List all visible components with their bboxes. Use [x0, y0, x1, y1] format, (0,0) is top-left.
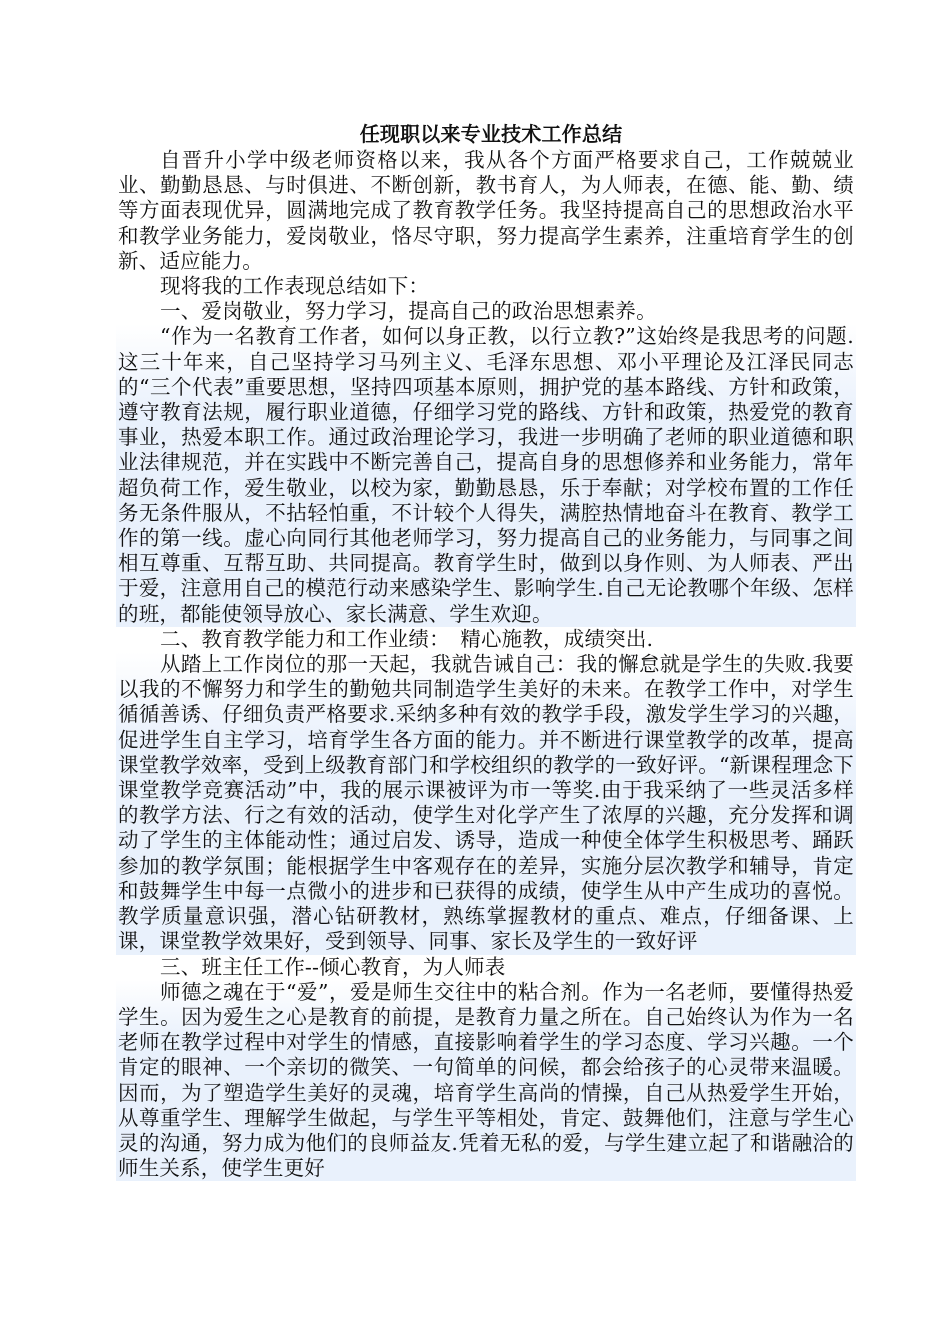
intro-paragraph: 自晋升小学中级老师资格以来，我从各个方面严格要求自己，工作兢兢业业、勤勤恳恳、与时俱进、不断创新，教书育人，为人师表，在德、能、勤、绩等方面表现优异，圆满地完成了教育教学任务。我坚持提高自己的思想政治水平和教学业务能力，爱岗敬业，恪尽守职，努力提高学生素养，注重培育学生的创新、适应能力。 [118, 148, 854, 273]
section-heading-1: 一、爱岗敬业，努力学习，提高自己的政治思想素养。 [160, 299, 657, 324]
document-body [116, 120, 856, 1181]
section-3-paragraph: 师德之魂在于“爱”，爱是师生交往中的粘合剂。作为一名老师，要懂得热爱学生。因为爱生之心是教育的前提，是教育力量之所在。自己始终认为作为一名老师在教学过程中对学生的情感，直接影响着学生的学习态度、学习兴趣。一个肯定的眼神、一个亲切的微笑、一句简单的问候，都会给孩子的心灵带来温暖。因而，为了塑造学生美好的灵魂，培育学生高尚的情操，自己从热爱学生开始，从尊重学生、理解学生做起，与学生平等相处，肯定、鼓舞他们，注意与学生心灵的沟通，努力成为他们的良师益友.凭着无私的爱，与学生建立起了和谐融洽的师生关系，使学生更好 [118, 979, 854, 1181]
section-1-paragraph: “作为一名教育工作者，如何以身正教，以行立教?”这始终是我思考的问题.这三十年来，自己坚持学习马列主义、毛泽东思想、邓小平理论及江泽民同志的“三个代表”重要思想，坚持四项基本原则，拥护党的基本路线、方针和政策，遵守教育法规，履行职业道德，仔细学习党的路线、方针和政策，热爱党的教育事业，热爱本职工作。通过政治理论学习，我进一步明确了老师的职业道德和职业法律规范，并在实践中不断完善自己，提高自身的思想修养和业务能力，常年超负荷工作，爱生敬业，以校为家，勤勤恳恳，乐于奉献；对学校布置的工作任务无条件服从，不拈轻怕重，不计较个人得失，满腔热情地奋斗在教育、教学工作的第一线。虚心向同行其他老师学习，努力提高自己的业务能力，与同事之间相互尊重、互帮互助、共同提高。教育学生时，做到以身作则、为人师表、严出于爱，注意用自己的模范行动来感染学生、影响学生.自己无论教哪个年级、怎样的班，都能使领导放心、家长满意、学生欢迎。 [118, 324, 854, 626]
document-title: 任现职以来专业技术工作总结 [359, 122, 623, 146]
section-heading-3: 三、班主任工作--倾心教育，为人师表 [160, 954, 506, 979]
section-heading-2: 二、教育教学能力和工作业绩： 精心施教，成绩突出. [160, 626, 654, 651]
section-2-paragraph: 从踏上工作岗位的那一天起，我就告诫自己：我的懈怠就是学生的失败.我要以我的不懈努力和学生的勤勉共同制造学生美好的未来。在教学工作中，对学生循循善诱、仔细负责严格要求.采纳多种有效的教学手段，激发学生学习的兴趣，促进学生自主学习，培育学生各方面的能力。并不断进行课堂教学的改革，提高课堂教学效率，受到上级教育部门和学校组织的教学的一致好评。“新课程理念下课堂教学竞赛活动”中，我的展示课被评为市一等奖.由于我采纳了一些灵活多样的教学方法、行之有效的活动，使学生对化学产生了浓厚的兴趣，充分发挥和调动了学生的主体能动性；通过启发、诱导，造成一种使全体学生积极思考、踊跃参加的教学氛围；能根据学生中客观存在的差异，实施分层次教学和辅导，肯定和鼓舞学生中每一点微小的进步和已获得的成绩，使学生从中产生成功的喜悦。教学质量意识强，潜心钻研教材，熟练掌握教材的重点、难点，仔细备课、上课，课堂教学效果好，受到领导、同事、家长及学生的一致好评 [118, 652, 854, 954]
summary-lead-line: 现将我的工作表现总结如下： [160, 274, 430, 299]
